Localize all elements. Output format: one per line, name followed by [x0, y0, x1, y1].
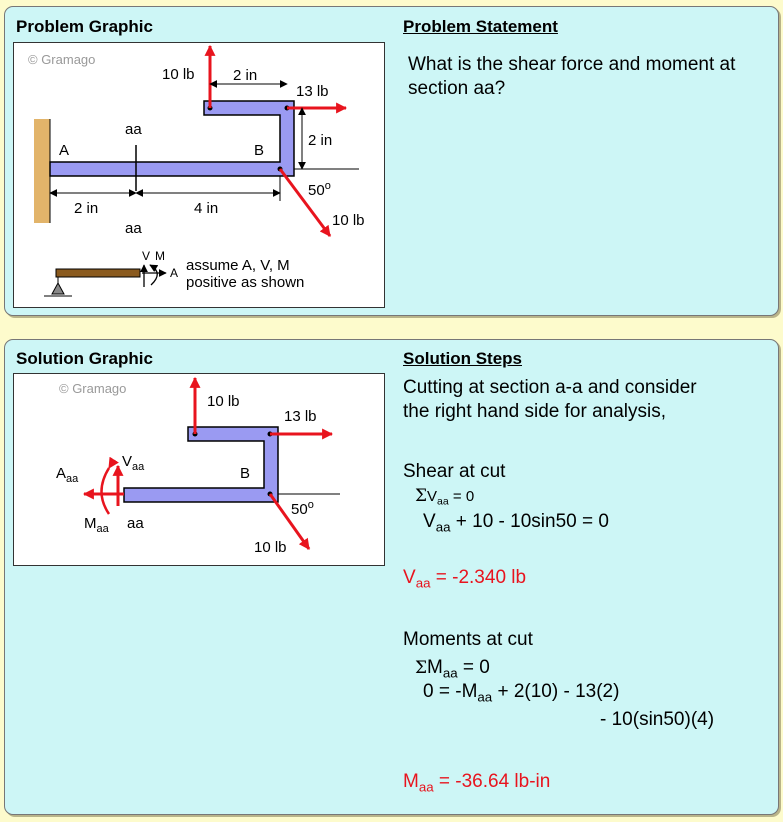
shear-equation: $V_{aa} + 10 - 10\sin 50 = 0$ — [423, 511, 609, 535]
watermark: © Gramago — [28, 52, 96, 67]
moment-label: $M_{aa}$ — [84, 515, 109, 535]
moment-arrow — [102, 468, 110, 514]
problem-graphic-header: Problem Graphic — [16, 17, 153, 36]
axial-label: $A_{aa}$ — [56, 465, 79, 485]
solution-steps-header: Solution Steps — [403, 349, 522, 368]
force-right-label: 13 lb — [284, 408, 317, 425]
force-top-label: 10 lb — [207, 393, 240, 410]
watermark: © Gramago — [59, 381, 127, 396]
dim-vertical-label: 2 in — [308, 132, 333, 149]
solution-graphic-header: Solution Graphic — [16, 349, 153, 368]
solution-diagram — [14, 374, 384, 565]
angle-label: 50$^o$ — [291, 499, 314, 518]
legend-beam — [56, 269, 140, 277]
force-top-label: 10 lb — [162, 66, 195, 83]
shear-label: $V_{aa}$ — [122, 453, 145, 473]
dim-left-label: 2 in — [74, 200, 99, 217]
problem-statement-text: What is the shear force and moment at section aa? — [408, 54, 736, 99]
dim-top-label: 2 in — [233, 67, 258, 84]
intro-line1: Cutting at section a-a and consider — [403, 377, 697, 398]
legend-assume-line1: assume A, V, M — [186, 257, 290, 274]
legend-v-label: V — [142, 249, 151, 263]
moment-equation: $0 = -M_{aa} + 2(10) - 13(2)$ — [423, 681, 620, 705]
force-right-label: 13 lb — [296, 83, 329, 100]
problem-panel — [4, 6, 779, 316]
legend-m-label: M — [155, 249, 165, 263]
legend-support-icon — [52, 283, 64, 294]
angle-label: 50$^o$ — [308, 180, 331, 199]
solution-panel — [4, 339, 779, 815]
wall-support — [34, 119, 50, 223]
point-b-label: B — [254, 142, 265, 159]
cut-label: aa — [127, 515, 144, 532]
legend-assume-line2: positive as shown — [186, 274, 305, 291]
point-b-label: B — [240, 465, 251, 482]
shear-result: $V_{aa} = -2.340$ lb — [403, 567, 527, 591]
moment-equation-line2: - 10(sin50)(4) — [600, 709, 715, 730]
force-diag-label: 10 lb — [332, 212, 365, 229]
moment-sum-equation: $\Sigma M_{aa} = 0$ — [415, 657, 490, 681]
bent-member — [50, 101, 294, 176]
shear-sum-equation: $\Sigma V_{aa} = 0$ — [415, 486, 475, 508]
problem-figure — [13, 42, 385, 308]
problem-diagram — [14, 43, 384, 307]
solution-figure — [13, 373, 385, 566]
legend-moment-arrow — [150, 265, 157, 285]
moment-heading: Moments at cut — [403, 629, 533, 650]
moment-result: $M_{aa} = -36.64$ lb-in — [403, 771, 551, 795]
section-label-top: aa — [125, 121, 142, 138]
force-diag-label: 10 lb — [254, 539, 287, 556]
intro-line2: the right hand side for analysis, — [403, 401, 666, 422]
problem-statement-header: Problem Statement — [403, 17, 558, 36]
dim-mid-label: 4 in — [194, 200, 219, 217]
force-diag-arrow — [280, 169, 330, 236]
shear-heading: Shear at cut — [403, 461, 506, 482]
point-a-label: A — [59, 142, 70, 159]
legend-a-label: A — [170, 266, 179, 280]
section-label-bottom: aa — [125, 220, 142, 237]
free-body-member — [124, 427, 278, 502]
